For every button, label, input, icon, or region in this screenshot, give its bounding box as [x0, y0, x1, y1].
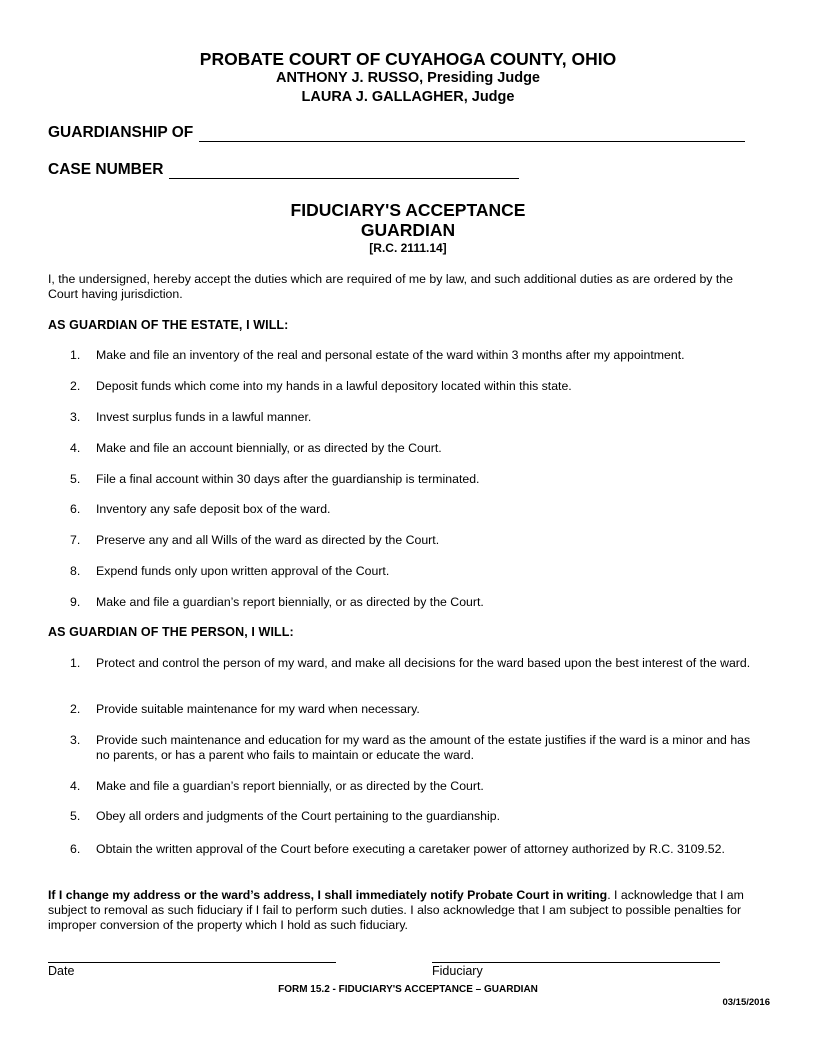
item-number: 9.: [70, 595, 81, 609]
case-number-field[interactable]: [169, 164, 519, 179]
list-item: [70, 702, 760, 717]
item-text: Expend funds only upon written approval of the Court.: [96, 564, 390, 578]
case-number-label: CASE NUMBER: [48, 161, 164, 178]
form-title: FIDUCIARY'S ACCEPTANCE: [290, 200, 526, 220]
item-number: 6.: [70, 842, 81, 856]
person-section-heading: AS GUARDIAN OF THE PERSON, I WILL:: [48, 625, 294, 639]
list-item: [70, 348, 760, 363]
item-number: 4.: [70, 441, 81, 455]
revision-date: 03/15/2016: [722, 997, 770, 1008]
item-number: 1.: [70, 656, 81, 670]
case-number-row: [48, 161, 519, 179]
item-number: 6.: [70, 502, 81, 516]
form-footer: FORM 15.2 - FIDUCIARY'S ACCEPTANCE – GUARDIAN: [278, 984, 538, 995]
list-item: [70, 564, 760, 579]
item-number: 8.: [70, 564, 81, 578]
fiduciary-label: Fiduciary: [432, 964, 483, 978]
list-item: [70, 656, 760, 671]
list-item: [70, 809, 760, 824]
date-signature-line[interactable]: [48, 962, 336, 963]
court-name: PROBATE COURT OF CUYAHOGA COUNTY, OHIO: [199, 49, 617, 69]
item-text: Inventory any safe deposit box of the ward.: [96, 502, 331, 516]
acknowledgement-text: . I acknowledge that I am subject to removal as such fiduciary if I fail to perform such duties. I also acknowledge that I am subject to possible penalties for improper conversion of the property which I hold as such fiduciary.: [48, 888, 744, 932]
guardianship-of-field[interactable]: [199, 127, 745, 142]
address-change-notice: If I change my address or the ward’s address, I shall immediately notify Probate Court in writing: [48, 888, 608, 902]
statute-reference: [R.C. 2111.14]: [369, 241, 447, 255]
list-item: [70, 410, 760, 425]
item-number: 2.: [70, 379, 81, 393]
item-number: 2.: [70, 702, 81, 716]
item-number: 5.: [70, 472, 81, 486]
list-item: [70, 779, 760, 794]
item-text: Provide such maintenance and education for my ward as the amount of the estate justifies if the ward is a minor and has no parents, or has a parent who fails to maintain or educate the ward.: [96, 733, 751, 762]
list-item: [70, 595, 760, 610]
item-text: Make and file an account biennially, or as directed by the Court.: [96, 441, 442, 455]
item-text: Invest surplus funds in a lawful manner.: [96, 410, 312, 424]
item-number: 3.: [70, 733, 81, 747]
item-text: Make and file an inventory of the real and personal estate of the ward within 3 months after my appointment.: [96, 348, 685, 362]
item-text: Make and file a guardian’s report biennially, or as directed by the Court.: [96, 779, 484, 793]
item-number: 1.: [70, 348, 81, 362]
list-item: [70, 502, 760, 517]
list-item: [70, 842, 760, 857]
item-text: Preserve any and all Wills of the ward as directed by the Court.: [96, 533, 440, 547]
estate-section-heading: AS GUARDIAN OF THE ESTATE, I WILL:: [48, 318, 289, 332]
guardianship-of-label: GUARDIANSHIP OF: [48, 124, 194, 141]
date-label: Date: [48, 964, 75, 978]
intro-paragraph: I, the undersigned, hereby accept the duties which are required of me by law, and such additional duties as are ordered by the Court having jurisdiction.: [48, 272, 733, 301]
item-text: Obtain the written approval of the Court before executing a caretaker power of attorney authorized by R.C. 3109.52.: [96, 842, 725, 856]
item-text: File a final account within 30 days after the guardianship is terminated.: [96, 472, 480, 486]
item-number: 4.: [70, 779, 81, 793]
list-item: [70, 533, 760, 548]
item-text: Protect and control the person of my ward, and make all decisions for the ward based upon the best interest of the ward.: [96, 656, 751, 670]
list-item: [70, 441, 760, 456]
list-item: [70, 472, 760, 487]
judge-name: LAURA J. GALLAGHER, Judge: [301, 89, 515, 105]
item-number: 7.: [70, 533, 81, 547]
item-text: Obey all orders and judgments of the Court pertaining to the guardianship.: [96, 809, 500, 823]
guardianship-of-row: [48, 124, 745, 142]
list-item: [70, 379, 760, 394]
presiding-judge: ANTHONY J. RUSSO, Presiding Judge: [275, 70, 540, 86]
fiduciary-signature-line[interactable]: [432, 962, 720, 963]
closing-paragraph: [48, 888, 763, 933]
item-number: 5.: [70, 809, 81, 823]
item-text: Deposit funds which come into my hands in a lawful depository located within this state.: [96, 379, 572, 393]
item-number: 3.: [70, 410, 81, 424]
form-subtitle: GUARDIAN: [360, 220, 456, 240]
item-text: Provide suitable maintenance for my ward when necessary.: [96, 702, 420, 716]
item-text: Make and file a guardian’s report biennially, or as directed by the Court.: [96, 595, 484, 609]
list-item: [70, 733, 760, 763]
